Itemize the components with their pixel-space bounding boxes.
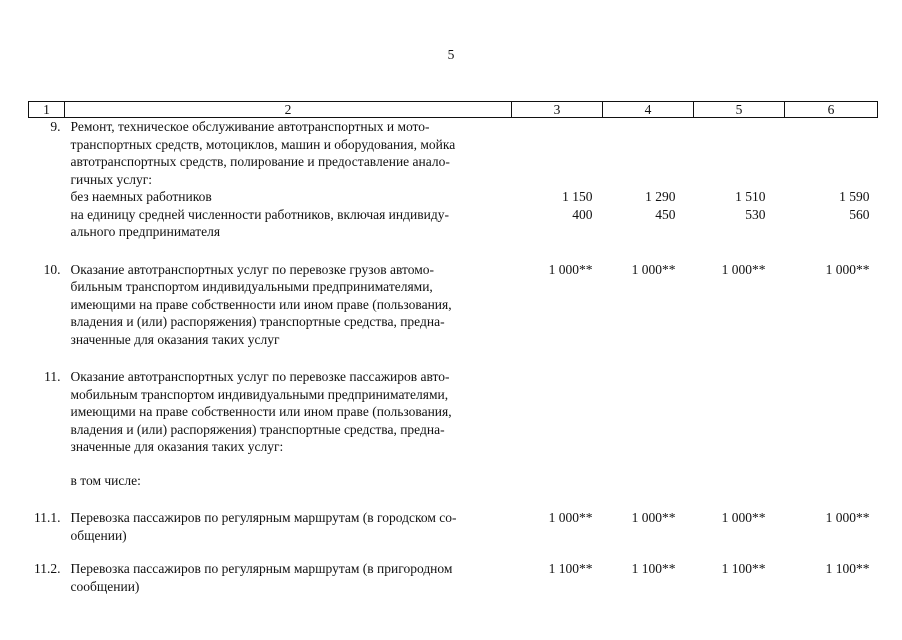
description-line: значенные для оказания таких услуг: [70,439,284,454]
page-number: 5 [447,47,455,62]
column-header-5: 5 [694,102,785,118]
description-line: владения и (или) распоряжения) транспортные средства, предна- [70,314,445,329]
table-row [29,261,878,349]
value-cell: 1 100** [631,561,676,576]
description-line: сообщении) [70,578,140,594]
value-cell: 1 100** [721,561,766,576]
tariff-table [28,101,878,595]
value-cell: 1 000** [631,510,676,525]
row-description [65,188,512,206]
row-description [65,118,512,189]
value-cell: 1 100** [548,561,593,576]
table-header-row [29,102,878,118]
table-row [29,368,878,456]
table-row [29,509,878,544]
description-line: бильным транспортом индивидуальными предпринимателями, [70,279,433,294]
column-header-6: 6 [785,102,878,118]
value-cell: 530 [745,206,766,222]
row-description [65,206,512,241]
description-line: общении) [70,527,127,543]
description-line: гичных услуг: [70,171,152,187]
value-cell: 1 000** [825,261,870,277]
row-description [65,509,512,544]
column-header-3: 3 [512,102,603,118]
description-line: мобильным транспортом индивидуальными предпринимателями, [70,386,449,402]
table-row [29,472,878,490]
description-line: Перевозка пассажиров по регулярным маршрутам (в пригородном [70,561,453,576]
value-cell: 450 [655,206,676,222]
value-cell: 560 [849,206,870,222]
row-number: 10. [43,261,61,277]
value-cell: 400 [572,206,593,222]
table-row [29,560,878,595]
description-line: транспортных средств, мотоциклов, машин и оборудования, мойка [70,136,456,152]
value-cell: 1 000** [721,261,766,277]
column-header-1: 1 [29,102,65,118]
description-line: Перевозка пассажиров по регулярным маршрутам (в городском со- [70,510,457,525]
column-header-4: 4 [603,102,694,118]
row-number: 11.1. [34,510,61,525]
row-description [65,261,512,349]
description-line: имеющими на праве собственности или ином праве (пользования, [70,296,452,312]
description-line: на единицу средней численности работников, включая индивиду- [70,206,449,222]
value-cell: 1 000** [548,510,593,525]
value-cell: 1 290 [645,189,676,204]
column-header-2: 2 [65,102,512,118]
description-line: владения и (или) распоряжения) транспортные средства, предна- [70,421,445,437]
description-line: в том числе: [70,472,141,488]
value-cell: 1 590 [839,189,870,204]
description-line: Оказание автотранспортных услуг по перевозке грузов автомо- [70,261,434,277]
value-cell: 1 000** [548,261,593,277]
row-description [65,472,512,490]
value-cell: 1 510 [735,189,766,204]
description-line: имеющими на праве собственности или ином праве (пользования, [70,404,452,419]
value-cell: 1 000** [721,510,766,525]
value-cell: 1 100** [825,561,870,576]
description-line: без наемных работников [70,189,212,204]
table-row [29,206,878,241]
row-number: 11. [44,369,61,384]
row-number: 9. [50,119,61,134]
row-description [65,560,512,595]
description-line: Оказание автотранспортных услуг по перевозке пассажиров авто- [70,369,450,384]
description-line: ального предпринимателя [70,224,221,239]
table-row [29,118,878,189]
value-cell: 1 000** [825,510,870,525]
row-number: 11.2. [34,561,61,576]
table-row [29,188,878,206]
value-cell: 1 000** [631,261,676,277]
description-line: автотранспортных средств, полирование и предоставление анало- [70,154,450,169]
description-line: значенные для оказания таких услуг [70,331,280,347]
row-description [65,368,512,456]
description-line: Ремонт, техническое обслуживание автотранспортных и мото- [70,119,430,134]
value-cell: 1 150 [562,189,593,204]
